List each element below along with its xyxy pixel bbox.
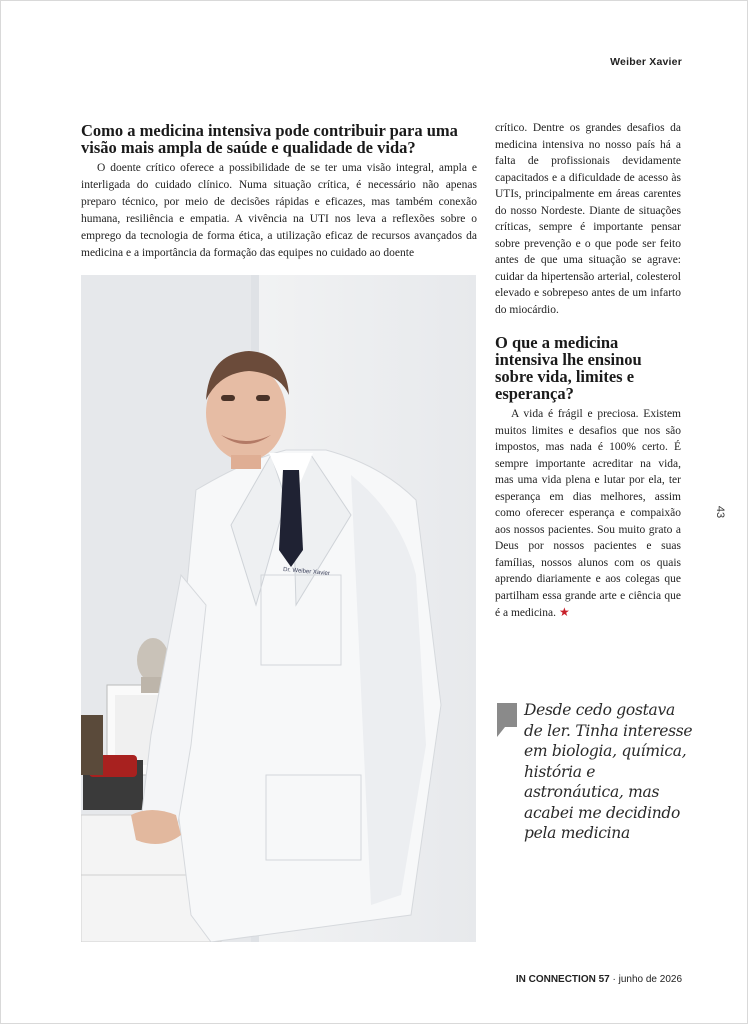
- doctor-photo: [81, 275, 476, 942]
- section-1-body: O doente crítico oferece a possibilidade de se ter uma visão integral, ampla e interligada do cuidado clínico. Numa situação crítica, é necessário não apenas preparo técnico, por meio de decisões rápidas e eficazes, mas também conexão humana, resiliência e empatia. A vivência na UTI nos leva a reflexões sobre o emprego da tecnologia de forma ética, a utilização eficaz de recursos avançados da medicina e a importância da formação das equipes no cuidado ao doente: [81, 162, 477, 259]
- section-2-body: [495, 406, 681, 622]
- section-1: [81, 122, 477, 262]
- doctor-illustration: [81, 275, 476, 942]
- page-number: 43: [714, 505, 726, 519]
- end-star-icon: ★: [558, 605, 570, 619]
- section-1-title: Como a medicina intensiva pode contribuir para uma visão mais ampla de saúde e qualidade de vida?: [81, 121, 458, 157]
- footer: [516, 974, 682, 985]
- page-number-marker: [706, 498, 726, 528]
- section-2-body-text: A vida é frágil e preciosa. Existem muitos limites e desafios que nos são impostos, mas nada é 100% certo. É sempre importante acreditar na vida, mas uma vida plena e lutar por ela, ter esperança em dias melhores, assim como oferecer esperança e compaixão aos nossos pacientes. Sou muito grato a Deus por nossos pacientes e suas famílias, nossos alunos com os quais aprendo diariamente e aos colegas que partilham essa grande arte e ciência que é a medicina.: [495, 408, 681, 619]
- footer-magazine: IN CONNECTION 57: [515, 974, 610, 985]
- right-column: [495, 120, 681, 622]
- author-header: Weiber Xavier: [610, 56, 682, 68]
- coat-label: Dr. Weiber Xavier: [282, 566, 331, 578]
- footer-date: · junho de 2026: [609, 974, 682, 985]
- quote-mark-icon: [497, 703, 517, 737]
- pull-quote: Desde cedo gostava de ler. Tinha interesse em biologia, química, história e astronáutica, mas acabei me decidindo pela medicina: [524, 701, 693, 842]
- section-2-title: O que a medicina intensiva lhe ensinou sobre vida, limites e esperança?: [495, 333, 642, 403]
- section-1-continuation: crítico. Dentre os grandes desafios da medicina intensiva no nosso país há a falta de profissionais devidamente capacitados e a dificuldade de acesso às UTIs, principalmente em áreas carentes do nosso Nordeste. Diante de situações críticas, sempre é importante pensar sobre prevenção e o que pode ser feito antes de que uma situação se agrave: cuidar da hipertensão arterial, colesterol elevado e sobrepeso antes de um infarto do miocárdio.: [495, 122, 681, 316]
